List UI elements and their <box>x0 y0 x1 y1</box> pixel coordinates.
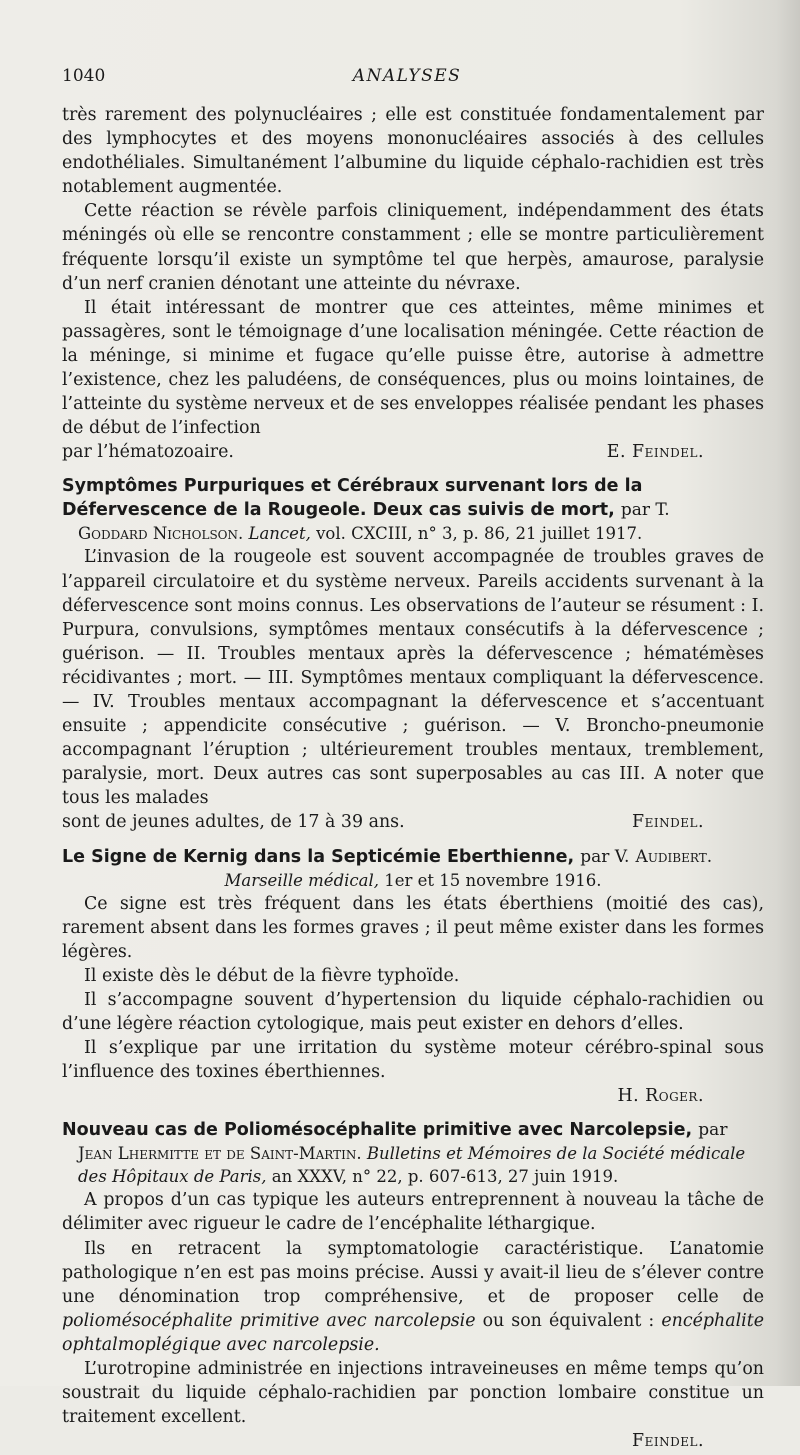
article-signature: H. Roger. <box>617 1086 704 1107</box>
running-title: ANALYSES <box>352 66 462 86</box>
article-title <box>62 474 764 522</box>
intro-section <box>62 103 764 464</box>
article-signature-line <box>62 1084 764 1108</box>
page-number: 1040 <box>62 66 106 86</box>
article-reference: an XXXV, n° 22, p. 607-613, 27 juin 1919. <box>271 1167 619 1187</box>
paragraph-text: Ils en retracent la symptomatologie caractéristique. L’anatomie pathologique n’en est pas moins précise. Aussi y avait-il lieu de s’élever contre une dénomination trop compréhensive, et de proposer celle de <box>62 1238 764 1307</box>
article-rougeole <box>62 474 764 834</box>
article-author: Goddard Nicholson. <box>78 524 244 544</box>
page-header <box>62 66 752 90</box>
article-paragraph-3: Il s’accompagne souvent d’hypertension du liquide céphalo-rachidien ou d’une légère réaction cytologique, mais peut exister en dehors d’elles. <box>62 989 764 1034</box>
intro-last-line: par l’hématozoaire. <box>62 442 234 463</box>
intro-signature-line <box>62 440 764 464</box>
article-paragraph-3: L’urotropine administrée en injections intraveineuses en même temps qu’on soustrait du liquide céphalo-rachidien par ponction lombaire constitue un traitement excellent. <box>62 1359 764 1428</box>
article-signature-line <box>62 810 764 834</box>
paragraph-text: ou son équivalent : <box>482 1310 655 1331</box>
article-title-text: Nouveau cas de Poliomésocéphalite primitive avec Narcolepsie, <box>62 1120 693 1141</box>
article-journal: Marseille médical, <box>224 870 380 890</box>
article-paragraph-4: Il s’explique par une irritation du système moteur cérébro-spinal sous l’influence des toxines éberthiennes. <box>62 1038 764 1083</box>
italic-term: poliomésocéphalite primitive avec narcolepsie <box>62 1310 476 1331</box>
intro-paragraph-2: Cette réaction se révèle parfois cliniquement, indépendamment des états méningés où elle se rencontre constamment ; elle se montre particulièrement fréquente lorsqu’il existe un symptôme tel que herpès, amaurose, paralysie d’un nerf cranien dénotant une atteinte du névraxe. <box>62 201 764 294</box>
article-journal: Bulletins et Mémoires de la Société médicale des Hôpitaux de Paris, <box>78 1144 746 1187</box>
article-paragraph-1: A propos d’un cas typique les auteurs entreprennent à nouveau la tâche de délimiter avec rigueur le cadre de l’encéphalite léthargique. <box>62 1190 764 1235</box>
article-citation <box>62 1142 764 1188</box>
article-by: par <box>698 1120 728 1141</box>
article-signature-line <box>62 1429 764 1453</box>
italic-term: encéphalite ophtalmoplégique avec narcolepsie. <box>62 1310 764 1355</box>
article-citation <box>62 869 764 892</box>
article-author: Audibert. <box>635 846 713 867</box>
article-paragraph-2 <box>62 1237 764 1357</box>
article-title <box>62 1118 764 1142</box>
article-by: par T. <box>620 500 670 521</box>
article-reference: 1er et 15 novembre 1916. <box>384 870 602 890</box>
article-paragraph-1: Ce signe est très fréquent dans les états éberthiens (moitié des cas), rarement absent dans les formes graves ; il peut même exister dans les formes légères. <box>62 893 764 962</box>
intro-paragraph-1: très rarement des polynucléaires ; elle est constituée fondamentalement par des lymphocytes et des moyens mononucléaires associés à des cellules endothéliales. Simultanément l’albumine du liquide céphalo-rachidien est très notablement augmentée. <box>62 105 764 198</box>
article-title-text: Symptômes Purpuriques et Cérébraux survenant lors de la Défervescence de la Rougeole. Deux cas suivis de mort, <box>62 476 643 521</box>
article-citation <box>62 522 764 545</box>
article-by: par V. <box>580 846 630 867</box>
article-journal: Lancet, <box>248 524 311 544</box>
article-signature: Feindel. <box>632 812 704 833</box>
article-poliomesocephalite <box>62 1118 764 1453</box>
intro-signature: E. Feindel. <box>606 442 704 463</box>
article-paragraph-2: Il existe dès le début de la fièvre typhoïde. <box>84 965 460 986</box>
article-title <box>62 845 764 869</box>
article-kernig <box>62 845 764 1109</box>
article-reference: vol. CXCIII, n° 3, p. 86, 21 juillet 1917. <box>316 524 643 544</box>
article-last-line: sont de jeunes adultes, de 17 à 39 ans. <box>62 812 405 833</box>
intro-paragraph-3: Il était intéressant de montrer que ces atteintes, même minimes et passagères, sont le témoignage d’une localisation méningée. Cette réaction de la méninge, si minime et fugace qu’elle puisse être, autorise à admettre l’existence, chez les paludéens, de conséquences, plus ou moins lointaines, de l’atteinte du système nerveux et de ses enveloppes réalisée pendant les phases de début de l’infection <box>62 297 764 439</box>
article-signature: Feindel. <box>632 1431 704 1452</box>
article-body: L’invasion de la rougeole est souvent accompagnée de troubles graves de l’appareil circulatoire et du système nerveux. Pareils accidents survenant à la défervescence sont moins connus. Les observations de l’auteur se résument : I. Purpura, convulsions, symptômes mentaux consécutifs à la défervescence ; guérison. — II. Troubles mentaux après la défervescence ; hématémèses récidivantes ; mort. — III. Symptômes mentaux compliquant la défervescence. — IV. Troubles mentaux accompagnant la défervescence et s’accentuant ensuite ; appendicite consécutive ; guérison. — V. Broncho-pneumonie accompagnant l’éruption ; ultérieurement troubles mentaux, tremblement, paralysie, mort. Deux autres cas sont superposables au cas III. A noter que tous les malades <box>62 547 764 809</box>
article-author: Jean Lhermitte et de Saint-Martin. <box>78 1144 362 1164</box>
page-content <box>62 103 764 1455</box>
article-title-text: Le Signe de Kernig dans la Septicémie Eberthienne, <box>62 846 575 867</box>
